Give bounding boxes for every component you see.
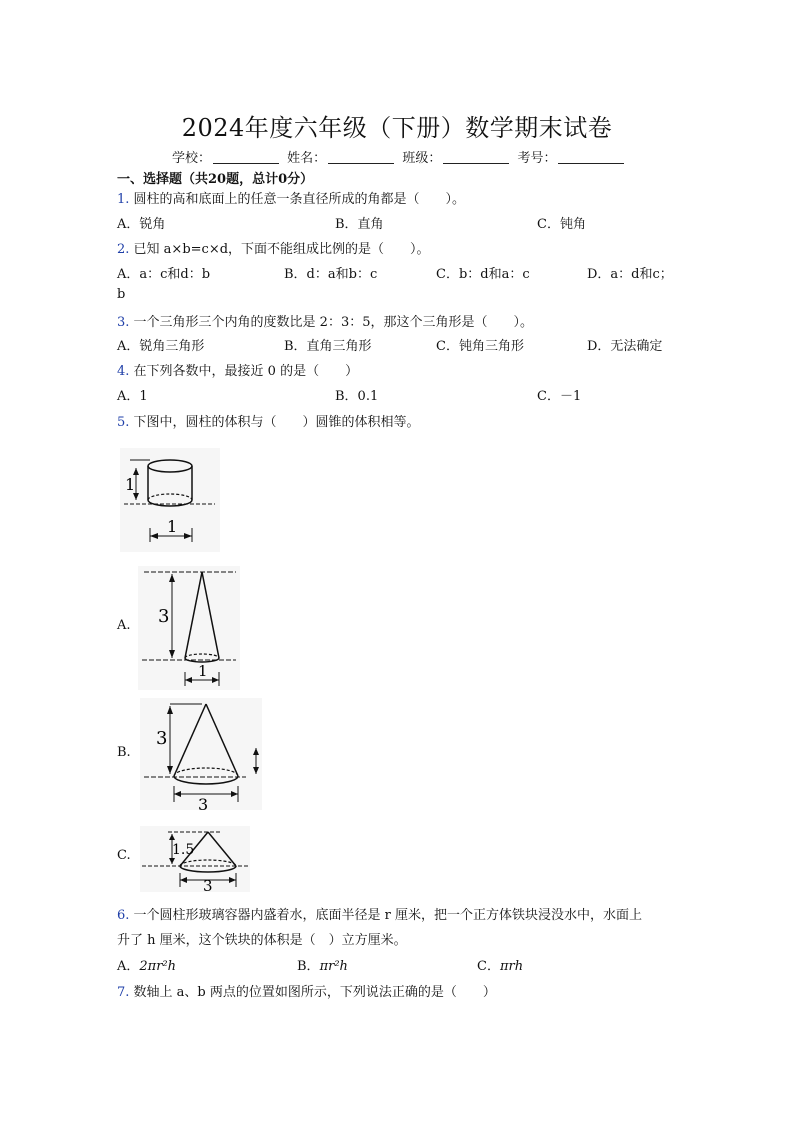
question-number: 1.	[117, 192, 130, 207]
option-2a[interactable]: A．a：c和d：b	[117, 267, 211, 282]
question-number: 6.	[117, 908, 130, 923]
question-text-line1: 一个圆柱形玻璃容器内盛着水，底面半径是 r 厘米，把一个正方体铁块浸没水中，水面上	[133, 908, 643, 923]
option-1b[interactable]: B．直角	[335, 217, 384, 232]
option-5c[interactable]: C.	[117, 848, 131, 863]
cone-a-figure	[138, 566, 240, 690]
question-number: 3.	[117, 315, 130, 330]
question-number: 5.	[117, 415, 130, 430]
option-letter: B．	[297, 959, 320, 974]
option-3a[interactable]: A．锐角三角形	[117, 339, 205, 354]
question-5	[117, 411, 420, 430]
question-3	[117, 311, 533, 330]
question-7	[117, 981, 496, 1000]
school-label: 学校：	[172, 151, 212, 166]
question-text: 一个三角形三个内角的度数比是 2：3：5，那这个三角形是（ ）。	[133, 315, 533, 330]
option-2c[interactable]: C．b：d和a：c	[436, 267, 530, 282]
option-2d-wrap: b	[117, 287, 126, 302]
question-6	[117, 904, 642, 923]
option-4b[interactable]: B．0.1	[335, 389, 379, 404]
option-formula: πrh	[499, 959, 524, 974]
cone-a-diameter-label: 1	[198, 662, 208, 680]
option-formula: 2πr²h	[139, 959, 177, 974]
question-number: 7.	[117, 985, 130, 1000]
cone-b-figure	[140, 698, 262, 810]
cylinder-diameter-label: 1	[167, 517, 178, 536]
cone-b-height-label: 3	[156, 728, 168, 749]
option-formula: πr²h	[319, 959, 348, 974]
question-text: 在下列各数中，最接近 0 的是（ ）	[133, 364, 359, 379]
class-label: 班级：	[402, 151, 442, 166]
option-5a[interactable]: A.	[117, 618, 131, 633]
cone-c-diameter-label: 3	[203, 877, 213, 892]
option-1c[interactable]: C．钝角	[537, 217, 586, 232]
option-3c[interactable]: C．钝角三角形	[436, 339, 524, 354]
question-text: 圆柱的高和底面上的任意一条直径所成的角都是（ ）。	[133, 192, 466, 207]
school-blank[interactable]	[213, 151, 279, 164]
name-label: 姓名：	[287, 151, 327, 166]
option-4a[interactable]: A．1	[117, 389, 148, 404]
section-heading: 一、选择题（共20题，总计0分）	[117, 172, 314, 187]
cylinder-figure	[120, 448, 220, 552]
question-text: 下图中，圆柱的体积与（ ）圆锥的体积相等。	[133, 415, 420, 430]
question-text: 已知 a×b=c×d，下面不能组成比例的是（ ）。	[133, 242, 430, 257]
option-2d[interactable]: D．a：d和c；	[587, 267, 673, 282]
exam-no-blank[interactable]	[558, 151, 624, 164]
question-number: 2.	[117, 242, 130, 257]
cone-a-height-label: 3	[158, 606, 170, 627]
cone-b-diameter-label: 3	[198, 795, 209, 810]
option-letter: C．	[477, 959, 500, 974]
page-title: 2024年度六年级（下册）数学期末试卷	[181, 114, 613, 142]
option-1a[interactable]: A．锐角	[117, 217, 166, 232]
question-text: 数轴上 a、b 两点的位置如图所示，下列说法正确的是（ ）	[133, 985, 496, 1000]
question-4	[117, 360, 358, 379]
question-1	[117, 188, 465, 207]
option-2b[interactable]: B．d：a和b：c	[284, 267, 378, 282]
option-6c[interactable]	[477, 955, 523, 974]
question-number: 4.	[117, 364, 130, 379]
option-6a[interactable]	[117, 955, 176, 974]
option-3b[interactable]: B．直角三角形	[284, 339, 372, 354]
option-3d[interactable]: D．无法确定	[587, 339, 663, 354]
class-blank[interactable]	[443, 151, 509, 164]
cone-c-height-label: 1.5	[172, 842, 195, 858]
exam-no-label: 考号：	[517, 151, 557, 166]
question-2	[117, 238, 430, 257]
option-6b[interactable]	[297, 955, 348, 974]
option-4c[interactable]: C．－1	[537, 389, 582, 404]
student-info-line	[172, 147, 628, 166]
cylinder-height-label: 1	[125, 475, 136, 494]
name-blank[interactable]	[328, 151, 394, 164]
question-6-line2: 升了 h 厘米，这个铁块的体积是（ ）立方厘米。	[117, 933, 407, 948]
cone-c-figure	[140, 826, 250, 892]
option-5b[interactable]: B.	[117, 745, 131, 760]
option-letter: A．	[117, 959, 140, 974]
